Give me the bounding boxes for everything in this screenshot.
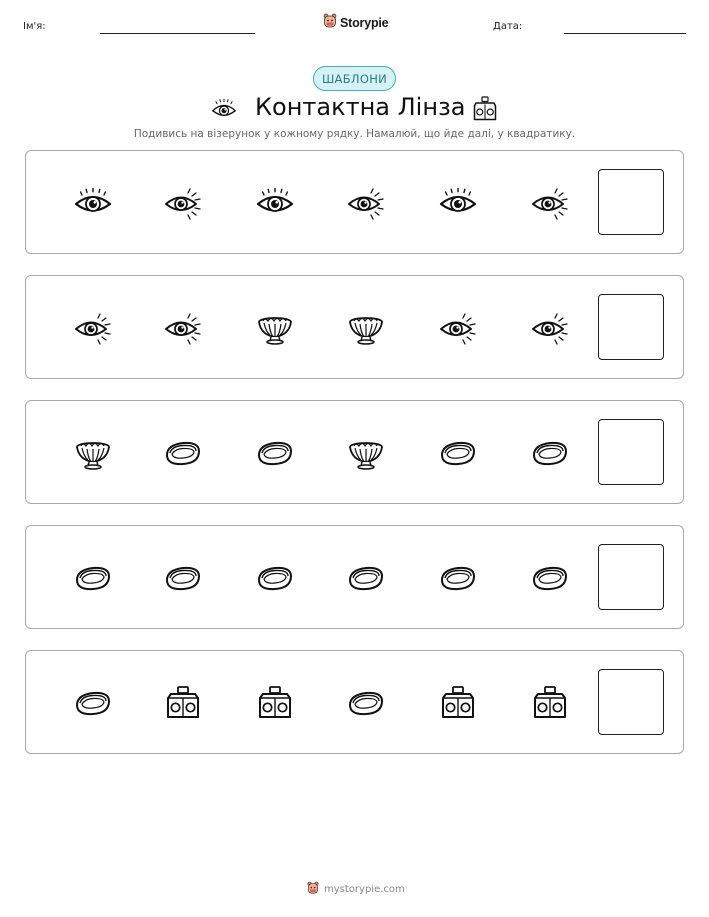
name-label: Ім'я: <box>23 21 46 32</box>
instructions: Подивись на візерунок у кожному рядку. Намалюй, що йде далі, у квадратику. <box>133 128 576 140</box>
footer-url: mystorypie.com <box>324 884 405 895</box>
eye-icon <box>255 183 295 223</box>
lens-icon <box>346 558 386 598</box>
title-row <box>0 91 709 127</box>
lens-icon <box>73 558 113 598</box>
lens-icon <box>255 558 295 598</box>
answer-box[interactable] <box>598 419 664 485</box>
pattern-row-3 <box>25 400 684 504</box>
answer-box[interactable] <box>598 544 664 610</box>
category-badge: ШАБЛОНИ <box>313 66 396 91</box>
date-label: Дата: <box>493 21 523 32</box>
storypie-mascot-icon <box>307 880 319 899</box>
pattern-row-2 <box>25 275 684 379</box>
pattern-row-5 <box>25 650 684 754</box>
answer-box[interactable] <box>598 669 664 735</box>
eye-blink-icon <box>530 308 570 348</box>
eye-blink-icon <box>530 183 570 223</box>
bowl-icon <box>73 433 113 473</box>
lens-icon <box>438 558 478 598</box>
footer <box>307 880 405 899</box>
lens-icon <box>163 558 203 598</box>
lens-icon <box>530 558 570 598</box>
bowl-icon <box>255 308 295 348</box>
lens-icon <box>163 433 203 473</box>
bowl-icon <box>346 308 386 348</box>
answer-box[interactable] <box>598 294 664 360</box>
pattern-row-4 <box>25 525 684 629</box>
lens-icon <box>73 683 113 723</box>
date-line[interactable] <box>564 33 686 34</box>
storypie-mascot-icon <box>323 13 337 33</box>
lens-case-icon <box>163 683 203 723</box>
answer-box[interactable] <box>598 169 664 235</box>
name-line[interactable] <box>100 33 255 34</box>
page-title: Контактна Лінза <box>255 93 466 121</box>
eye-icon <box>438 183 478 223</box>
eye-blink-icon <box>163 183 203 223</box>
lens-icon <box>346 683 386 723</box>
brand-logo <box>323 13 388 33</box>
pattern-row-1 <box>25 150 684 254</box>
lens-case-icon <box>530 683 570 723</box>
lens-icon <box>530 433 570 473</box>
eye-blink-icon <box>73 308 113 348</box>
lens-case-icon <box>255 683 295 723</box>
lens-case-icon <box>438 683 478 723</box>
lens-icon <box>255 433 295 473</box>
lens-icon <box>438 433 478 473</box>
eye-blink-icon <box>346 183 386 223</box>
eye-icon <box>73 183 113 223</box>
brand-name: Storypie <box>340 16 389 30</box>
eye-blink-icon <box>438 308 478 348</box>
lens-case-icon <box>470 94 500 128</box>
eye-icon <box>210 96 238 128</box>
bowl-icon <box>346 433 386 473</box>
eye-blink-icon <box>163 308 203 348</box>
